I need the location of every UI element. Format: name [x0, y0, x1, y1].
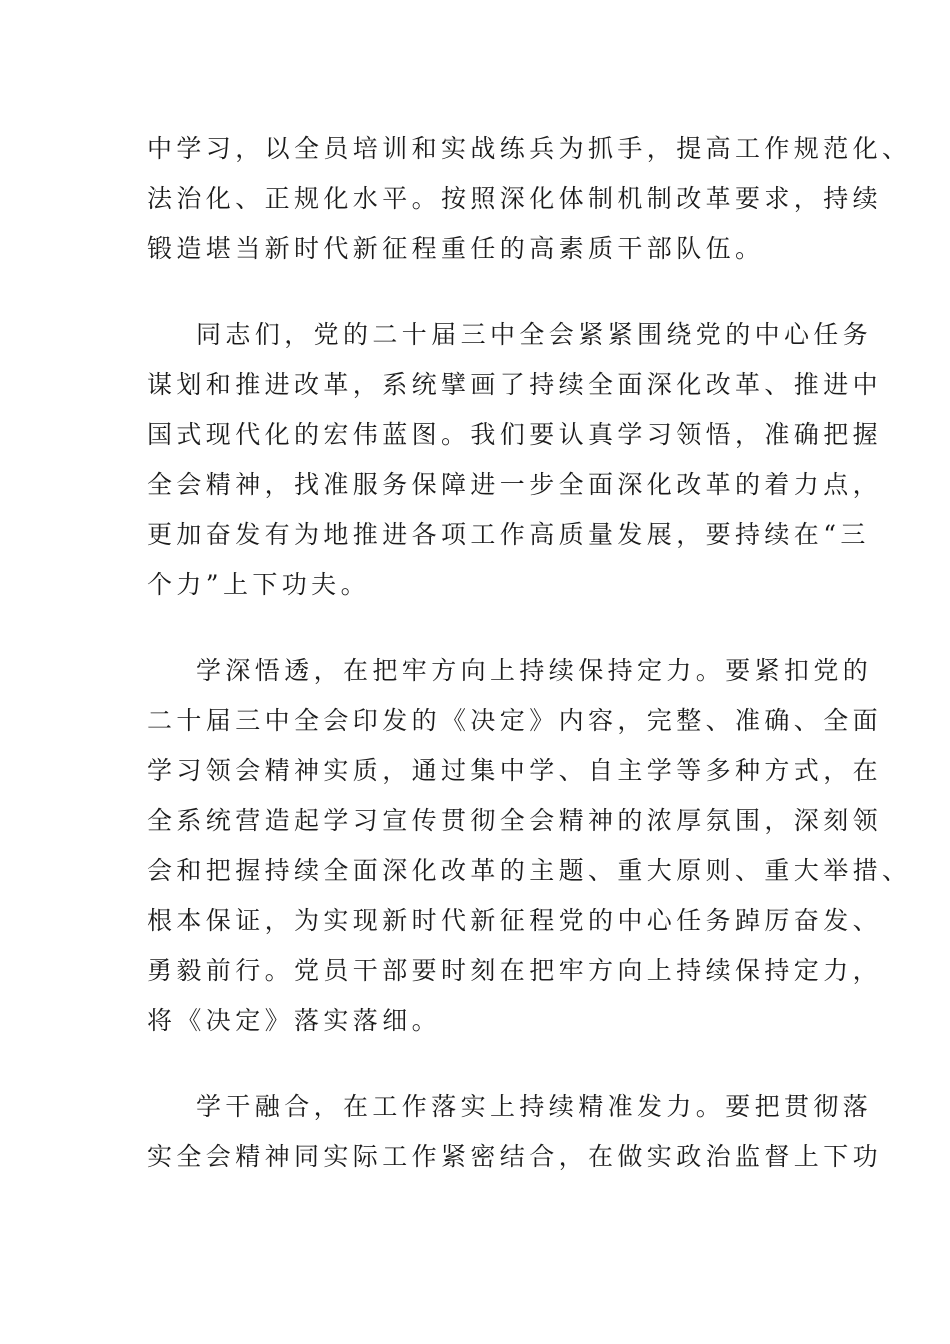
text-line: 勇毅前行。党员干部要时刻在把牢方向上持续保持定力， — [147, 956, 883, 985]
text-line: 国式现代化的宏伟蓝图。我们要认真学习领悟，准确把握 — [147, 420, 883, 449]
text-line: 将《决定》落实落细。 — [147, 1006, 442, 1035]
text-line: 法治化、正规化水平。按照深化体制机制改革要求，持续 — [147, 184, 883, 213]
text-line: 全会精神，找准服务保障进一步全面深化改革的着力点， — [147, 470, 883, 499]
text-line: 学深悟透，在把牢方向上持续保持定力。要紧扣党的 — [196, 656, 873, 685]
text-line: 全系统营造起学习宣传贯彻全会精神的浓厚氛围，深刻领 — [147, 806, 883, 835]
text-line: 锻造堪当新时代新征程重任的高素质干部队伍。 — [147, 234, 765, 263]
text-line: 同志们，党的二十届三中全会紧紧围绕党的中心任务 — [196, 320, 873, 349]
text-line: 个力”上下功夫。 — [147, 570, 370, 599]
text-line: 根本保证，为实现新时代新征程党的中心任务踔厉奋发、 — [147, 906, 883, 935]
text-line: 学干融合，在工作落实上持续精准发力。要把贯彻落 — [196, 1092, 873, 1121]
text-line: 二十届三中全会印发的《决定》内容，完整、准确、全面 — [147, 706, 883, 735]
text-line: 谋划和推进改革，系统擘画了持续全面深化改革、推进中 — [147, 370, 883, 399]
text-line: 实全会精神同实际工作紧密结合，在做实政治监督上下功 — [147, 1142, 883, 1171]
text-line: 中学习，以全员培训和实战练兵为抓手，提高工作规范化、 — [147, 134, 912, 163]
text-line: 会和把握持续全面深化改革的主题、重大原则、重大举措、 — [147, 856, 912, 885]
text-line: 更加奋发有为地推进各项工作高质量发展，要持续在“三 — [147, 520, 870, 549]
text-line: 学习领会精神实质，通过集中学、自主学等多种方式，在 — [147, 756, 883, 785]
